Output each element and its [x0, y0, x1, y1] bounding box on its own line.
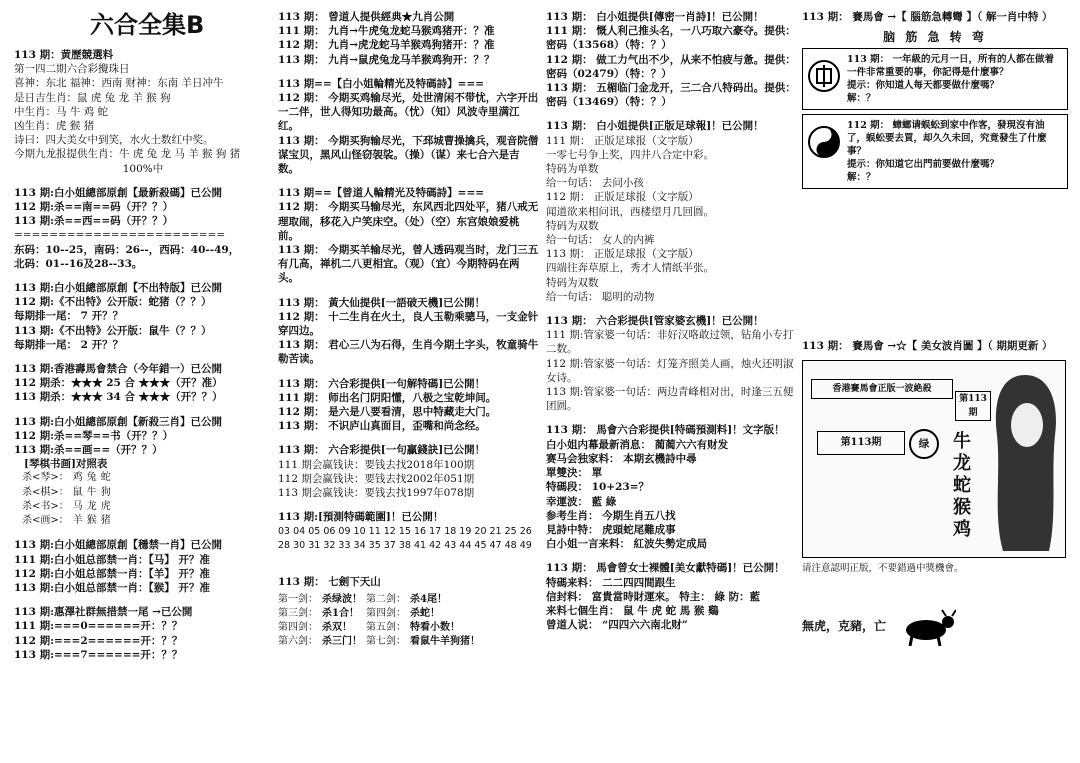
table-cell: 杀<画>： — [22, 515, 69, 527]
footer-row — [802, 606, 1068, 646]
page-title: 六合全集B — [90, 11, 205, 39]
table-cell: 杀绿波！ — [322, 593, 362, 605]
text-line: 特码为双数 — [546, 276, 599, 289]
table-cell: 蛇 — [100, 472, 111, 484]
text-line: 113 期： 君心三八为石得，生肖今期土字头，牧童骑牛勒苦读。 — [278, 339, 539, 366]
section-heading: 113 期： 白小姐提供[傳密一肖詩]！已公開！ — [546, 11, 764, 23]
kill-code-section — [14, 186, 272, 271]
ban-combo-section — [14, 362, 272, 405]
text-line: 给一句话： 聪明的动物 — [546, 290, 655, 303]
table-cell: 第六剑： — [278, 636, 318, 648]
text-line: 111 期： 九肖→牛虎兔龙蛇马猴鸡猪开：？准 — [278, 25, 495, 38]
zodiac-overlay: 牛 龙 蛇 猴 鸡 — [953, 430, 971, 540]
table-cell: 第三剑： — [278, 607, 318, 619]
text-line: 111 期:管家婆一句话：非好汉咯敢过领，钻角小专打二数。 — [546, 329, 794, 356]
riddle-text-1 — [847, 53, 1061, 105]
section-heading: 113 期： 六合彩提供[一句贏錢訣]已公開！ — [278, 444, 486, 457]
text-line: 113 期:杀==西==码（开？？） — [14, 215, 174, 228]
range-section — [278, 510, 540, 552]
table-cell: 马 — [72, 500, 83, 512]
no-special-section — [14, 281, 272, 352]
riddle-title: 脑 筋 急 转 弯 — [883, 30, 987, 45]
text-line: 113 期:白小姐总部禁一肖：【猴】 开？准 — [14, 581, 210, 594]
table-title: [琴棋书画]对照表 — [24, 458, 108, 471]
text-line: 曾道人说： “四四六六南北财” — [546, 619, 688, 632]
text-line: 特码为双数 — [546, 219, 599, 232]
table-cell: 龙 — [86, 500, 97, 512]
section-heading: 113 期:白小姐總部原創【新殺三肖】已公開 — [14, 415, 222, 428]
text-line: 112 期： 做工力气出不少，从来不怕疲与惫。提供：密码（02479）（特：？） — [546, 53, 796, 80]
text-line: 112 期:《不出特》公开版：蛇猪（？？） — [14, 296, 212, 309]
text-line: 111 期会赢钱诀：要钱去找2018年100期 — [278, 458, 475, 471]
section-heading: 113 期==【白小姐輪精光及特碼詩】=== — [278, 77, 485, 90]
text-line: 特码为单数 — [546, 163, 599, 176]
text-line: 113 期： 九肖→鼠虎兔龙马羊猴鸡狗开：？？ — [278, 53, 495, 66]
riddle-box — [802, 114, 1068, 189]
text-line: 提示：你知道人每天都要做什麼嗎？ — [847, 80, 1000, 92]
one-line-section — [278, 377, 540, 434]
text-line: 特碼段： 10+23=？ — [546, 481, 649, 494]
text-line: 喜神：东北 福神：西南 财神：东南 羊日冲牛 — [14, 77, 224, 90]
text-line: 解：？ — [847, 172, 876, 184]
text-line: 中生肖：马 牛 鸡 蛇 — [14, 105, 109, 118]
kill-three-section — [14, 415, 272, 529]
table-cell: 杀蛇！ — [410, 607, 440, 619]
text-line: 112 期： 蟑螂请蜈蚣到家中作客，發現沒有油了，蜈蚣要去買，却久久未回，究竟發生了什麼事？ — [847, 120, 1047, 158]
text-line: 113 期： 不识庐山真面目，歪嘴和尚念经。 — [278, 420, 486, 433]
text-line: 提示：你知道它出門前要做什麼嗎？ — [847, 159, 1000, 171]
woman-portrait-icon — [989, 365, 1061, 551]
column-2 — [278, 10, 540, 660]
text-line: 凶生肖：虎 猴 猪 — [14, 120, 95, 133]
table-row — [22, 500, 115, 514]
text-line: 第一四二期六合彩攪珠日 — [14, 63, 130, 76]
section-heading: 113 期:白小姐總部原創【最新殺碼】已公開 — [14, 186, 222, 199]
table-cell: 羊 — [72, 515, 83, 527]
section-heading: 113 期：黄歷競選料 — [14, 49, 114, 61]
table-cell: 杀1合！ — [322, 607, 359, 619]
section-heading: 113 期： 馬會六合彩提供[特碼預測料]！文字版！ — [546, 424, 785, 437]
text-line: 信封料： 富貴當時財運來。 特主： 綠 防：藍 — [546, 590, 761, 603]
football-section — [546, 119, 796, 304]
table-cell: 杀<琴>： — [22, 472, 69, 484]
text-line: 闻道欲来相问讯，西楼望月几回圆。 — [546, 205, 714, 218]
picture-banner: 香港賽馬會正版一波絶殺 — [811, 379, 953, 399]
section-heading: 113 期==【曾道人輪精光及特碼詩】=== — [278, 187, 485, 200]
secret-poem-section — [546, 10, 796, 109]
table-cell: 第一剑： — [278, 593, 318, 605]
text-line: 给一句话： 去问小孩 — [546, 177, 644, 190]
table-cell: 虎 — [100, 500, 111, 512]
table-cell: 第四剑： — [278, 622, 318, 634]
text-line: 113 期:杀==画==（开？？） — [14, 444, 163, 457]
housekeeper-section — [546, 314, 796, 413]
divider-line: ======================== — [14, 229, 226, 242]
notice-text: 请注意認明正版，不要錯過中獎機會。 — [802, 562, 964, 574]
table-cell: 第五剑： — [366, 622, 406, 634]
table-cell: 第四剑： — [366, 607, 406, 619]
text-line: 北码：01--16及28--33。 — [14, 257, 143, 270]
column-1 — [14, 10, 272, 672]
column-3 — [546, 10, 796, 642]
text-line: 111 期： 师出名门阴阳懂，八极之宝乾坤间。 — [278, 391, 497, 404]
section-heading: 113 期： 賽馬會 →☆【 美女波肖圖 】（ 期期更新 ） — [802, 340, 1053, 353]
text-line: 113 期:管家婆一句话：两边青峰相对出，时逢三五便团圆。 — [546, 386, 794, 413]
text-line: 113 期杀：★★★ 34 合 ★★★（开？？） — [14, 391, 223, 404]
section-heading: 113 期： 六合彩提供[管家婆玄機]！已公開！ — [546, 315, 764, 328]
text-line: 每期排一尾： 2 开？？ — [14, 338, 124, 351]
forecast-section — [546, 423, 796, 551]
table-cell: 杀<书>： — [22, 500, 69, 512]
ox-icon — [896, 606, 956, 646]
text-line: 111 期： 正版足球报（文字版） — [546, 134, 699, 147]
color-badge: 绿 — [909, 429, 939, 459]
poem-section-2 — [278, 186, 540, 285]
text-line: 112 期： 是六是八要看清，思中特藏走大门。 — [278, 406, 497, 419]
section-heading: 113 期:白小姐總部原創【穩禁一肖】已公開 — [14, 539, 222, 552]
section-heading: 113 期： 白小姐提供[正版足球報]！已公開！ — [546, 120, 764, 133]
oracle-section — [278, 296, 540, 367]
table-cell: 杀<棋>： — [22, 486, 69, 498]
table-cell: 猪 — [100, 515, 111, 527]
text-line: 112 期:管家婆一句话：灯笼齐照美人画，烛火还明淑女诗。 — [546, 357, 794, 384]
picture-period: 第113期 — [817, 431, 905, 455]
text-line: 112 期： 正版足球报（文字版） — [546, 191, 699, 204]
section-heading: 113 期： 賽馬會 →【 腦筋急轉彎 】（ 解一肖中特 ） — [802, 11, 1053, 23]
text-line: 幸運波： 藍 綠 — [546, 495, 617, 508]
section-heading: 113 期:白小姐總部原創【不出特版】已公開 — [14, 282, 222, 295]
text-line: 112 期： 今期买鸡输尽光，处世清闲不带忧，六字开出一二伴，世人得知功最高。（忧）（知）风波寺里满江红。 — [278, 92, 539, 133]
text-line: 给一句话： 女人的内裤 — [546, 234, 655, 247]
win-tip-section — [278, 443, 540, 500]
table-row — [22, 471, 115, 485]
table-cell: 特看小数！ — [410, 622, 460, 634]
text-line: 113 期： 今期买羊输尽光，曾人透码观当时，龙门三五有几高，禅机二八更相宜。（观）（宜）今期特码在两头。 — [278, 244, 539, 285]
text-line: 参考生肖： 今期生肖五八找 — [546, 509, 676, 522]
text-line: 112 期:杀==琴==书（开？？） — [14, 429, 174, 442]
riddle-text-2 — [847, 119, 1061, 184]
text-line: 111 期:白小姐总部禁一肖：【马】 开？准 — [14, 553, 210, 566]
number-list: 03 04 05 06 09 10 11 12 15 16 17 18 19 20 21 25 26 28 30 31 32 33 34 35 37 38 41 42 43 44 45 47 48 49 — [278, 525, 532, 551]
table-cell: 看鼠牛羊狗猪！ — [410, 636, 480, 648]
table-cell: 鼠 — [72, 486, 83, 498]
text-line: 112 期:白小姐总部禁一肖：【羊】 开？准 — [14, 567, 210, 580]
section-heading: 113 期： 六合彩提供[一句解特碼]已公開！ — [278, 377, 486, 390]
table-cell: 第二剑： — [366, 593, 406, 605]
text-line: 来料七個生肖： 鼠 牛 虎 蛇 馬 猴 鷄 — [546, 604, 719, 617]
text-line: 111 期:===0======开：？？ — [14, 620, 183, 633]
table-row — [22, 514, 115, 528]
steady-ban-section — [14, 538, 272, 595]
text-line: 111 期： 慨人利己推头名，一八巧取六豪夺。提供：密码（13568）（特：？） — [546, 25, 796, 52]
text-line: 四端往奔草原上，秀才人情纸半张。 — [546, 262, 714, 275]
text-line: 诗曰：四大美女中到笑，水火土数红中奖。 — [14, 134, 214, 147]
table-row — [278, 593, 484, 607]
text-line: 113 期： 今期买狗输尽光，下邳城曹操擒兵，观音院僧谋宝贝，黑风山怪窃袈裟。（操）（谋）来七合六是吉数。 — [278, 134, 539, 176]
text-line: 112 期： 今期买马输尽光，东风西北四处平，猪八戒无理取闹，移花入户笑床空。（处）（空）东宫娘娘爱桃前。 — [278, 201, 539, 242]
section-heading: 113 期： 黃大仙提供[一語破天機]已公開！ — [278, 296, 486, 309]
column-4 — [802, 10, 1068, 646]
ban-tail-section — [14, 605, 272, 662]
text-line: 112 期会赢钱诀：要钱去找2002年051期 — [278, 472, 475, 485]
text-line: 見詩中特： 虎頭蛇尾難成事 — [546, 523, 676, 536]
text-line: 每期排一尾： 7 开？？ — [14, 310, 124, 323]
text-line: 特碼来料： 二二四四間跟生 — [546, 576, 676, 589]
table-cell: 牛 — [86, 486, 97, 498]
riddle-box — [802, 48, 1068, 110]
text-line: 是日吉生肖：鼠 虎 兔 龙 羊 猴 狗 — [14, 91, 171, 104]
text-line: 白小姐一言来料： 紅波失勢定成局 — [546, 538, 708, 551]
seal-icon — [807, 59, 841, 93]
seven-swords-section — [278, 575, 540, 650]
text-line: 113 期： 一年級的元月一日，所有的人都在做着一件非常重要的事，你記得是什麼事？ — [847, 54, 1054, 79]
text-line: 一零七号争上奖，四井八合定中彩。 — [546, 148, 714, 161]
text-line: 今期九龙报提供生肖：牛 虎 兔 龙 马 羊 猴 狗 猪 — [14, 148, 241, 161]
text-line: 解：？ — [847, 93, 876, 105]
table-row — [278, 621, 484, 635]
beauty-picture — [802, 360, 1066, 558]
section-heading: 113 期： 七劍下天山 — [278, 575, 381, 588]
picture-issue: 第113期 — [955, 391, 991, 421]
text-line: 112 期： 九肖→虎龙蛇马羊猴鸡狗猪开：？准 — [278, 39, 495, 52]
table-cell: 杀4尾！ — [410, 593, 447, 605]
almanac-section — [14, 48, 272, 176]
section-heading: 113 期:[預測特碼範圍]！已公開！ — [278, 511, 444, 524]
text-line: 白小姐内幕最新消息： 蔺蔺六六有财发 — [546, 438, 729, 451]
text-line: 113 期:===7======开：？？ — [14, 648, 183, 661]
table-row — [278, 635, 484, 649]
table-cell: 猴 — [86, 515, 97, 527]
text-line: 赛马会独家料： 本期玄機詩中尋 — [546, 452, 697, 465]
text-line: 112 期:===2======开：？？ — [14, 634, 183, 647]
table-row — [22, 486, 115, 500]
table-cell: 兔 — [86, 472, 97, 484]
nine-zodiac-section — [278, 10, 540, 67]
text-line: 113 期会赢钱诀：要钱去找1997年078期 — [278, 487, 475, 500]
text-line: 东码：10--25，南码：26--，西码：40--49， — [14, 243, 240, 256]
table-cell: 狗 — [100, 486, 111, 498]
table-cell: 杀双！ — [322, 622, 352, 634]
table-cell: 鸡 — [72, 472, 83, 484]
section-heading: 113 期： 馬會曾女士裸體[美女獻特碼]！已公開！ — [546, 562, 785, 575]
text-line: 112 期:杀==南==码（开？？） — [14, 201, 174, 214]
table-cell: 杀三门！ — [322, 636, 362, 648]
table-cell: 第七剑： — [366, 636, 406, 648]
section-heading: 113 期:惠澤社群無措禁一尾 →已公開 — [14, 606, 193, 619]
text-line: 100%中 — [122, 162, 164, 175]
section-heading: 113 期:香港壽馬會禁合（今年錯一）已公開 — [14, 363, 222, 376]
lookup-table — [22, 471, 115, 528]
yin-yang-icon — [807, 125, 841, 159]
text-line: 113 期： 五楣临门金龙开，三二合八特码出。提供：密码（13469）（特：？） — [546, 82, 796, 109]
section-heading: 113 期： 曾道人提供經典★九肖公開 — [278, 11, 455, 23]
table-row — [278, 607, 484, 621]
text-line: 113 期： 正版足球报（文字版） — [546, 248, 699, 261]
text-line: 單雙決： 單 — [546, 467, 603, 480]
beauty-code-section — [546, 561, 796, 632]
swords-table — [278, 593, 484, 650]
text-line: 112 期杀：★★★ 25 合 ★★★（开？准） — [14, 377, 223, 390]
text-line: 113 期:《不出特》公开版：鼠牛（？？） — [14, 324, 212, 337]
poem-section-1 — [278, 77, 540, 176]
footer-text: 無虎，克豬，亡 — [802, 618, 887, 633]
text-line: 112 期： 十二生肖在火土，良人玉勒乘骢马，一支金针穿四边。 — [278, 310, 539, 338]
